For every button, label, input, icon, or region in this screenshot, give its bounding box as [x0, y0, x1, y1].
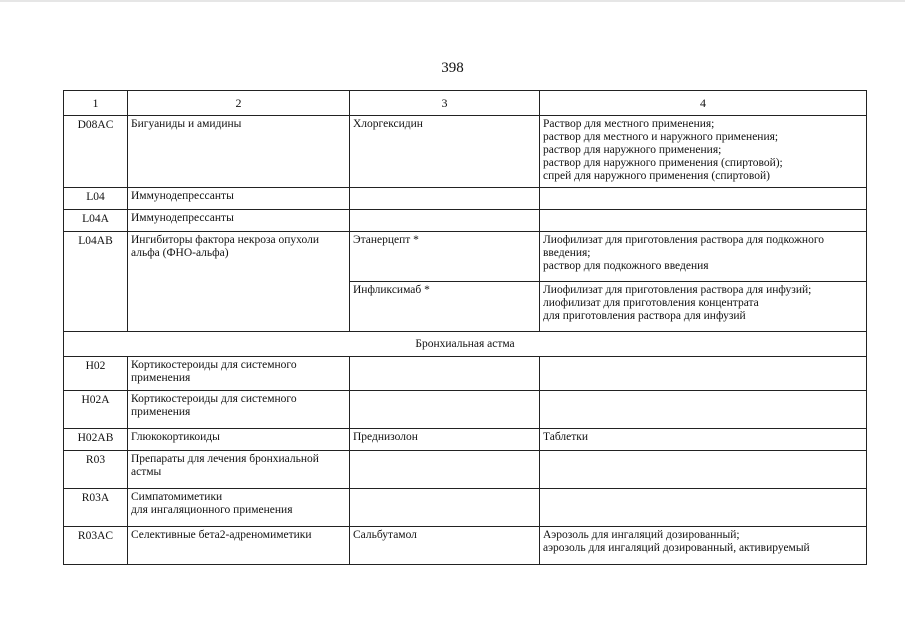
drug-name-cell: [350, 391, 540, 429]
table-row: [64, 188, 867, 210]
table-row: [64, 116, 867, 188]
atc-code-cell: H02: [64, 357, 128, 391]
atc-code-cell: L04: [64, 188, 128, 210]
pharmacological-group-cell: Иммунодепрессанты: [128, 188, 350, 210]
dosage-form-cell: Лиофилизат для приготовления раствора для подкожного введения; раствор для подкожного введения: [540, 232, 867, 282]
section-title: Бронхиальная астма: [64, 332, 867, 357]
atc-code-cell: H02A: [64, 391, 128, 429]
drug-name-cell: [350, 451, 540, 489]
drug-name-cell: Инфликсимаб *: [350, 282, 540, 332]
dosage-form-cell: Аэрозоль для ингаляций дозированный; аэрозоль для ингаляций дозированный, активируемый: [540, 527, 867, 565]
dosage-form-cell: [540, 210, 867, 232]
table-header-row: [64, 91, 867, 116]
table-row: [64, 357, 867, 391]
atc-code-cell: L04A: [64, 210, 128, 232]
drug-name-cell: [350, 357, 540, 391]
pharmacological-group-cell: Препараты для лечения бронхиальной астмы: [128, 451, 350, 489]
drug-table: [63, 90, 867, 565]
drug-name-cell: Хлоргексидин: [350, 116, 540, 188]
pharmacological-group-cell: Кортикостероиды для системного применения: [128, 391, 350, 429]
column-header-4: 4: [540, 91, 867, 116]
pharmacological-group-cell: Симпатомиметики для ингаляционного применения: [128, 489, 350, 527]
dosage-form-cell: [540, 391, 867, 429]
pharmacological-group-cell: Ингибиторы фактора некроза опухоли альфа (ФНО-альфа): [128, 232, 350, 332]
table-body: [64, 91, 867, 565]
pharmacological-group-cell: Кортикостероиды для системного применения: [128, 357, 350, 391]
table-row: [64, 451, 867, 489]
drug-name-cell: Этанерцепт *: [350, 232, 540, 282]
table-row: [64, 391, 867, 429]
dosage-form-cell: [540, 489, 867, 527]
atc-code-cell: L04AB: [64, 232, 128, 332]
drug-name-cell: [350, 188, 540, 210]
pharmacological-group-cell: Бигуаниды и амидины: [128, 116, 350, 188]
column-header-3: 3: [350, 91, 540, 116]
dosage-form-cell: [540, 188, 867, 210]
pharmacological-group-cell: Иммунодепрессанты: [128, 210, 350, 232]
pharmacological-group-cell: Глюкокортикоиды: [128, 429, 350, 451]
atc-code-cell: H02AB: [64, 429, 128, 451]
atc-code-cell: R03AC: [64, 527, 128, 565]
drug-name-cell: [350, 210, 540, 232]
drug-name-cell: [350, 489, 540, 527]
table-row: [64, 527, 867, 565]
page-top-edge: [0, 0, 905, 2]
dosage-form-cell: [540, 357, 867, 391]
atc-code-cell: R03A: [64, 489, 128, 527]
drug-name-cell: Сальбутамол: [350, 527, 540, 565]
dosage-form-cell: Таблетки: [540, 429, 867, 451]
atc-code-cell: D08AC: [64, 116, 128, 188]
dosage-form-cell: Раствор для местного применения; раствор для местного и наружного применения; раствор для наружного применения; раствор для наружного применения (спиртовой); спрей для наружного применения (спиртовой): [540, 116, 867, 188]
page-number: 398: [441, 60, 464, 76]
dosage-form-cell: Лиофилизат для приготовления раствора для инфузий; лиофилизат для приготовления концентрата для приготовления раствора для инфузий: [540, 282, 867, 332]
pharmacological-group-cell: Селективные бета2-адреномиметики: [128, 527, 350, 565]
dosage-form-cell: [540, 451, 867, 489]
column-header-2: 2: [128, 91, 350, 116]
drug-name-cell: Преднизолон: [350, 429, 540, 451]
table-row: [64, 210, 867, 232]
atc-code-cell: R03: [64, 451, 128, 489]
table-row: [64, 429, 867, 451]
column-header-1: 1: [64, 91, 128, 116]
table-row: [64, 232, 867, 282]
section-row: [64, 332, 867, 357]
table-row: [64, 489, 867, 527]
